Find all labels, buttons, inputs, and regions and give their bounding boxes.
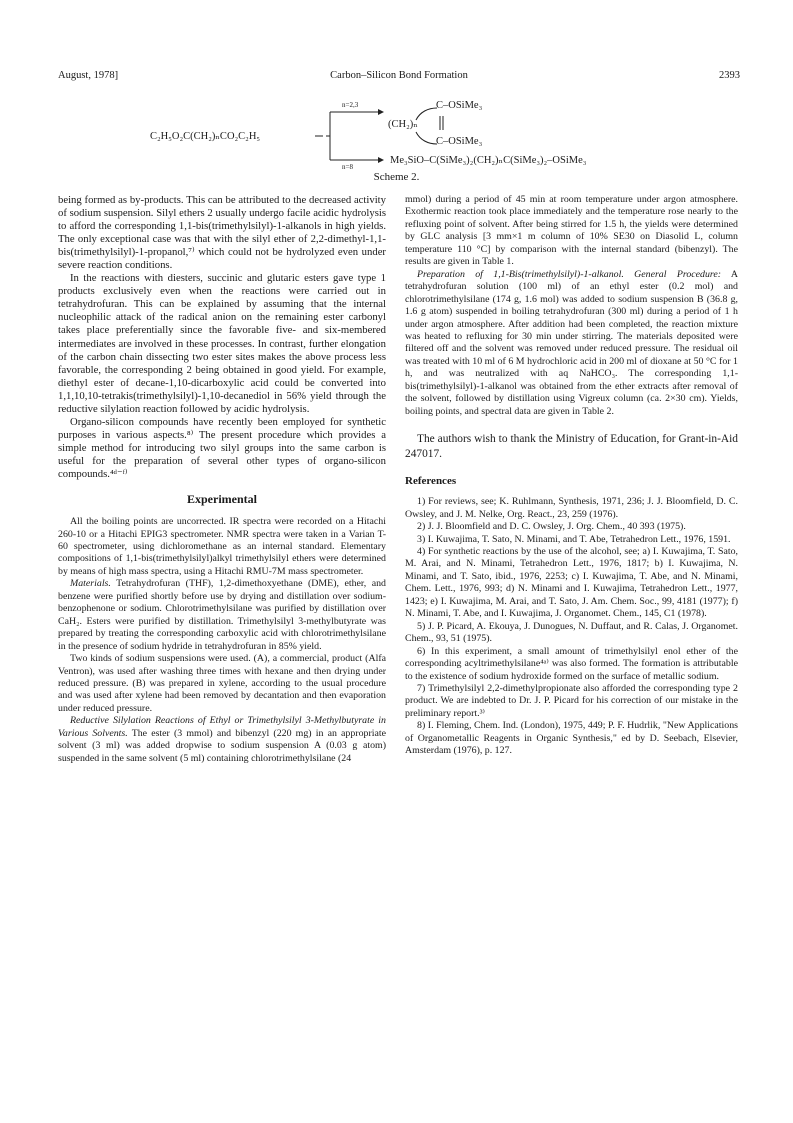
reference-item: 4) For synthetic reactions by the use of the alcohol, see; a) I. Kuwajima, T. Sato, M. Arai, and N. Minami, Tetrahedron Lett., 1976, 1817; b) I. Kuwajima, N. Minami, and T. Sato, ibid., 1976, 2253; c) I. Kuwajima, T. Abe, and N. Minami, Chem. Lett., 1976, 993; d) N. Minami and I. Kuwajima, Tetrahedron Lett., 1977, 1423; e) I. Kuwajima, M. Arai, and T. Sato, J. Am. Chem. Soc., 99, 4181 (1977); f) N. Minami, T. Abe, and I. Kuwajima, J. Organomet. Chem., 145, C1 (1978).: [405, 546, 738, 620]
right-column: [405, 194, 738, 758]
reference-item: 7) Trimethylsilyl 2,2-dimethylpropionate also afforded the corresponding type 2 product. We are indebted to Dr. J. P. Picard for his correction of our mistake in the preliminary report.³⁾: [405, 683, 738, 719]
reference-item: 3) I. Kuwajima, T. Sato, N. Minami, and T. Abe, Tetrahedron Lett., 1976, 1591.: [417, 533, 731, 545]
header-title: Carbon–Silicon Bond Formation: [330, 70, 468, 81]
reactant-formula: C₂H₅O₂C(CH₂)ₙCO₂C₂H₅: [150, 131, 261, 142]
reference-item: 6) In this experiment, a small amount of trimethylsilyl enol ether of the corresponding acyltrimethylsilane⁴ᵃ⁾ was also formed. The formation is attributable to the existence of sodium hydroxide formed on the surface of metallic sodium.: [405, 645, 738, 682]
product-top-line1: C–OSiMe₃: [436, 100, 483, 111]
scheme-caption: Scheme 2.: [373, 171, 420, 183]
running-header: [58, 70, 740, 84]
paragraph: All the boiling points are uncorrected. IR spectra were recorded on a Hitachi 260-10 or a Hitachi EPIG3 spectrometer. NMR spectra were taken in a Varian T-60 spectrometer, using dichloromethane as an internal standard. Elementary compositions of 1,1-bis(trimethylsilyl)alkyl trimethylsilyl ethers were determined by means of high mass spectra, using a Hitachi RMU-7M mass spectrometer.: [58, 516, 386, 577]
product-bottom: Me₃SiO–C(SiMe₃)₂(CH₂)ₙC(SiMe₃)₂–OSiMe₃: [390, 155, 587, 166]
paragraph: Reductive Silylation Reactions of Ethyl or Trimethylsilyl 3-Methylbutyrate in Various Solvents. The ester (3 mmol) and bibenzyl (220 mg) in an appropriate solvent (3 ml) was added dropwise to sodium suspension A (0.03 g atom) suspended in the same solvent (5 ml) containing chlorotrimethylsilane (24: [58, 715, 387, 764]
reference-list: [405, 496, 738, 758]
reference-item: 5) J. P. Picard, A. Ekouya, J. Dunogues, N. Duffaut, and R. Calas, J. Organomet. Chem., 93, 51 (1975).: [405, 620, 738, 645]
run-in-heading: Preparation of 1,1-Bis(trimethylsilyl)-1-alkanol. General Procedure:: [417, 268, 722, 280]
condition-bottom: n=8: [342, 163, 353, 171]
reference-item: 1) For reviews, see; K. Ruhlmann, Synthesis, 1971, 236; J. J. Bloomfield, D. C. Owsley, and J. M. Nelke, Org. React., 23, 259 (1976).: [405, 496, 738, 520]
paragraph: being formed as by-products. This can be attributed to the decreased activity of sodium suspension. Silyl ethers 2 usually undergo facile acidic hydrolysis to afford the corresponding 1,1-bis(trimethylsilyl)-1-alkanols in high yields. The only exceptional case was that with the silyl ether of 2,2-dimethyl-1,1-bis(trimethylsilyl)-1-propanol,⁷⁾ which could not be hydrolyzed even under severe reaction conditions.: [58, 194, 386, 272]
paragraph: Materials. Tetrahydrofuran (THF), 1,2-dimethoxyethane (DME), ether, and benzene were purified shortly before use by drying and distillation over sodium-benzophenone or sodium. Chlorotrimethylsilane was purified by distillation over CaH₂. Esters were purified by distillation. Trimethylsilyl 3-methylbutyrate was prepared by treating the corresponding carboxylic acid with chlorotrimethylsilane in the presence of sodium hydride in tetrahydrofuran in 85% yield.: [58, 578, 386, 652]
reference-item: 8) I. Fleming, Chem. Ind. (London), 1975, 449; P. F. Hudrlik, "New Applications of Organometallic Reagents in Organic Synthesis," ed by D. Seebach, Elsevier, Amsterdam (1976), p. 127.: [405, 720, 738, 757]
reference-item: 2) J. J. Bloomfield and D. C. Owsley, J. Org. Chem., 40 393 (1975).: [417, 521, 686, 533]
paragraph: Two kinds of sodium suspensions were used. (A), a commercial, product (Alfa Ventron), was used after washing three times with hexane and then drying under reduced pressure. (B) was prepared in xylene, according to the usual procedure and was used after xylene had been removed by decantation and then evaporation under reduced pressure.: [58, 653, 386, 714]
paragraph: Organo-silicon compounds have recently been employed for synthetic purposes in various aspects.⁸⁾ The present procedure which provides a simple method for introducing two silyl groups into the same carbon is useful for the preparation of several other types of organo-silicon compounds.⁴ᵈ⁻ᶠ⁾: [58, 415, 386, 480]
references-heading: References: [405, 475, 457, 488]
condition-top: n=2,3: [342, 101, 359, 109]
section-heading-experimental: Experimental: [187, 492, 257, 507]
run-in-heading: Reductive Silylation Reactions of Ethyl or Trimethylsilyl 3-Methylbutyrate in Various Solvents.: [58, 715, 386, 739]
acknowledgement: The authors wish to thank the Ministry of Education, for Grant-in-Aid 247017.: [405, 433, 738, 460]
paragraph: Preparation of 1,1-Bis(trimethylsilyl)-1-alkanol. General Procedure: A tetrahydrofuran solution (100 ml) of an ethyl ester (0.2 mol) and chlorotrimethylsilane (174 g, 1.6 mol) was added to sodium suspension B (36.8 g, 1.6 g atom) suspended in boiling tetrahydrofuran (300 ml) during a period of 1 h under argon atmosphere. After addition had been completed, the reaction mixture was heated to refluxing for 30 min under stirring. The materials deposited were filtered off and the solvent was removed under reduced pressure. The residual oil was treated with 10 ml of 6 M hydrochloric acid in 200 ml of dioxane at 50 °C for 1 h, and was neutralized with aq NaHCO₃. The corresponding 1,1-bis(trimethylsilyl)-1-alkanol was obtained from the ether extracts after removal of the solvent, followed by distillation using Vigreux column (ca. 2×30 cm). Yields, boiling points, and spectral data are given in Table 2.: [405, 268, 738, 417]
product-top-line2: C–OSiMe₃: [436, 136, 483, 147]
paragraph: In the reactions with diesters, succinic and glutaric esters gave type 1 products exclusively even when the reactions were carried out in tetrahydrofuran. This can be explained by assuming that the internal nucleophilic attack of the radical anion on the remaining ester carbonyl takes place preferentially since the favorable five- and six-membered intermediates are involved in these processes. In contrast, further elongation of the carbon chain dissecting two ester sites makes the above process less favorable, the corresponding 2 being obtained in good yield. For example, diethyl ester of decane-1,10-dicarboxylic acid could be converted into 1,1,10,10-tetrakis(trimethylsilyl)-1,10-decanediol in 56% yield through the reductive silylation reaction followed by acidic hydrolysis.: [58, 272, 386, 415]
header-date: August, 1978]: [58, 70, 119, 81]
run-in-heading: Materials.: [70, 578, 111, 590]
left-column: [58, 194, 386, 765]
paragraph: mmol) during a period of 45 min at room temperature under argon atmosphere. Exothermic reaction took place immediately and the temperature rose nearly to the refluxing point of solvent. After being stirred for 1.5 h, the yields were determined by GLC analysis [3 mm×1 m column of 10% SE30 on Diasolid L, column temperature 110 °C] by comparison with the internal standard (bibenzyl). The results are given in Table 1.: [405, 194, 738, 268]
product-top-ring: (CH₂)ₙ: [388, 119, 418, 130]
page-number: 2393: [719, 70, 740, 81]
